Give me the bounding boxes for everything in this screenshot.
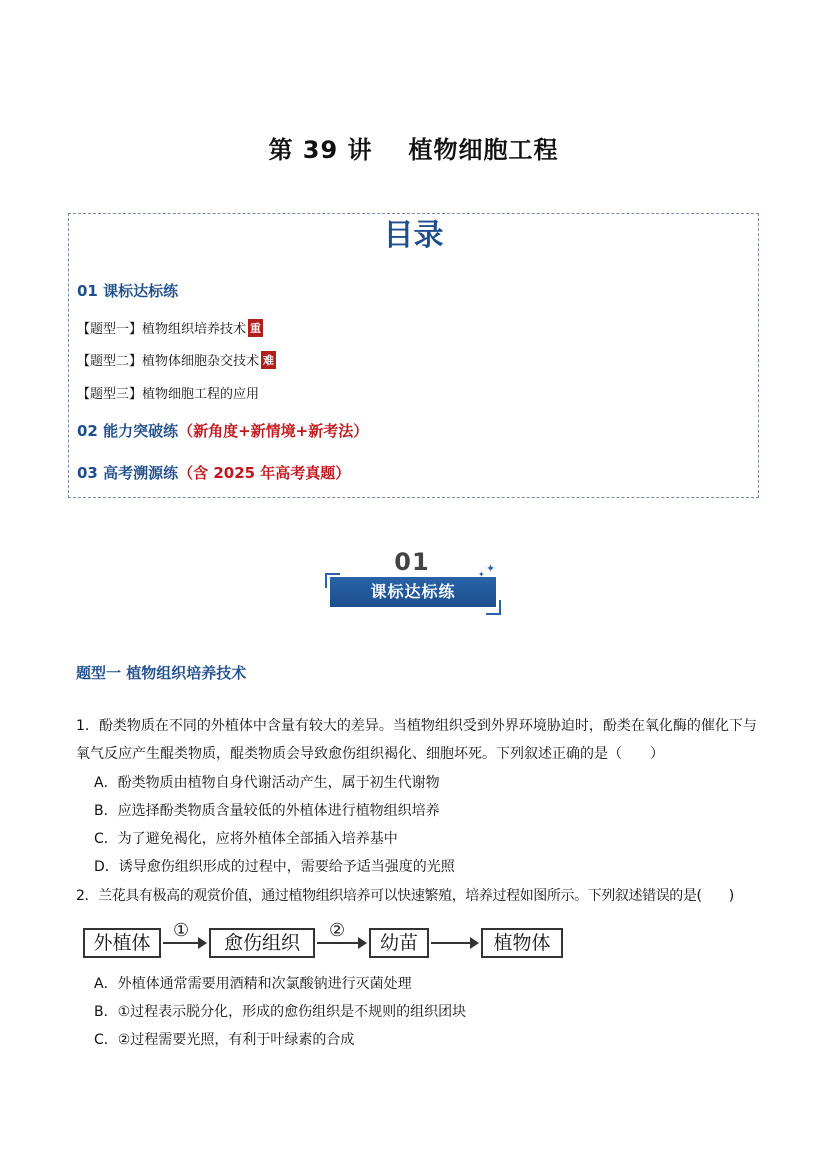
question-1-option-b[interactable]: B．应选择酚类物质含量较低的外植体进行植物组织培养 bbox=[94, 803, 440, 819]
toc-section-3[interactable] bbox=[77, 462, 350, 483]
flow-arrow-1 bbox=[163, 942, 205, 944]
question-1-option-d[interactable]: D．诱导愈伤组织形成的过程中，需要给予适当强度的光照 bbox=[94, 859, 455, 875]
toc-section-2-note: （新角度+新情境+新考法） bbox=[178, 422, 369, 440]
flow-node-plant: 植物体 bbox=[481, 928, 563, 958]
sparkle-icon: ✦ bbox=[478, 570, 485, 579]
question-2-option-b[interactable]: B．①过程表示脱分化，形成的愈伤组织是不规则的组织团块 bbox=[94, 1004, 467, 1020]
question-2-option-a[interactable]: A．外植体通常需要用酒精和次氯酸钠进行灭菌处理 bbox=[94, 976, 412, 992]
toc-section-3-label: 03 高考溯源练 bbox=[77, 464, 179, 482]
difficulty-tag-important: 重 bbox=[248, 319, 263, 337]
toc-section-3-note: （含 2025 年高考真题） bbox=[178, 464, 351, 482]
toc-item-label: 【题型二】植物体细胞杂交技术 bbox=[77, 354, 260, 369]
toc-item-1[interactable] bbox=[77, 318, 263, 337]
toc-item-label: 【题型一】植物组织培养技术 bbox=[77, 322, 247, 337]
question-1-stem: 1．酚类物质在不同的外植体中含量有较大的差异。当植物组织受到外界环境胁迫时，酚类在氧化酶的催化下与氧气反应产生醌类物质，醌类物质会导致愈伤组织褐化、细胞坏死。下列叙述正确的是（ ） bbox=[76, 718, 757, 762]
culture-process-diagram bbox=[83, 922, 583, 966]
toc-heading: 目录 bbox=[383, 218, 444, 253]
question-2-stem: 2．兰花具有极高的观赏价值，通过植物组织培养可以快速繁殖，培养过程如图所示。下列叙述错误的是( ) bbox=[76, 888, 734, 904]
lesson-number: 第 39 讲 bbox=[268, 136, 373, 164]
toc-item-label: 【题型三】植物细胞工程的应用 bbox=[77, 387, 260, 402]
toc-item-3[interactable] bbox=[77, 383, 259, 402]
sparkle-icon: ✦ bbox=[486, 562, 496, 575]
flow-node-callus: 愈伤组织 bbox=[209, 928, 315, 958]
flow-node-explant: 外植体 bbox=[83, 928, 161, 958]
lesson-topic: 植物细胞工程 bbox=[408, 136, 559, 164]
flow-node-seedling: 幼苗 bbox=[369, 928, 429, 958]
toc-item-2[interactable] bbox=[77, 350, 276, 369]
question-2-option-c[interactable]: C．②过程需要光照，有利于叶绿素的合成 bbox=[94, 1032, 355, 1048]
section-badge bbox=[322, 548, 504, 618]
flow-step-1: ① bbox=[173, 920, 190, 941]
question-type-heading: 题型一 植物组织培养技术 bbox=[76, 664, 247, 682]
badge-number: 01 bbox=[394, 548, 430, 576]
toc-section-2[interactable] bbox=[77, 420, 368, 441]
flow-arrow-2 bbox=[317, 942, 365, 944]
flow-arrow-3 bbox=[431, 942, 477, 944]
toc-section-2-label: 02 能力突破练 bbox=[77, 422, 179, 440]
page-title bbox=[0, 130, 827, 165]
table-of-contents bbox=[68, 213, 759, 498]
question-1-option-a[interactable]: A．酚类物质由植物自身代谢活动产生，属于初生代谢物 bbox=[94, 775, 440, 791]
difficulty-tag-hard: 难 bbox=[261, 351, 276, 369]
badge-label: 课标达标练 bbox=[330, 577, 496, 607]
toc-section-1[interactable]: 01 课标达标练 bbox=[77, 282, 179, 300]
flow-step-2: ② bbox=[329, 920, 346, 941]
question-1-option-c[interactable]: C．为了避免褐化，应将外植体全部插入培养基中 bbox=[94, 831, 398, 847]
